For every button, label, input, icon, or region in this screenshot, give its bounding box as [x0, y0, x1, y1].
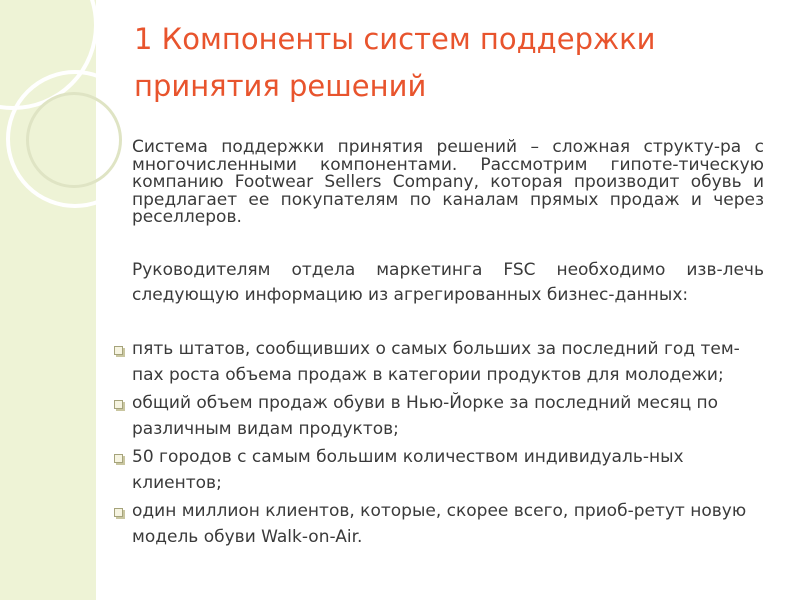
- list-item-text: 50 городов с самым большим количеством индивидуаль-ных клиентов;: [132, 447, 684, 493]
- list-item: [112, 391, 762, 442]
- list-item: [112, 499, 762, 550]
- requirements-paragraph: Руководителям отдела маркетинга FSC необходимо изв-лечь следующую информацию из агрегированных бизнес-данных:: [132, 260, 764, 305]
- square-bullet-icon: [114, 346, 123, 355]
- square-bullet-icon: [114, 454, 123, 463]
- list-item: [112, 445, 762, 496]
- square-bullet-icon: [114, 508, 123, 517]
- intro-paragraph: Система поддержки принятия решений – сложная структу-ра с многочисленными компонентами. Рассмотрим гипоте-тическую компанию Footwear Sellers Company, которая производит обувь и предлагает ее покупателям по каналам прямых продаж и через реселлеров.: [132, 137, 764, 227]
- decor-circle-inner: [26, 92, 122, 188]
- list-item-text: пять штатов, сообщивших о самых больших за последний год тем-пах роста объема продаж в категории продуктов для молодежи;: [132, 339, 740, 385]
- square-bullet-icon: [114, 400, 123, 409]
- slide-title: 1 Компоненты систем поддержки принятия решений: [134, 22, 656, 103]
- list-item-text: общий объем продаж обуви в Нью-Йорке за последний месяц по различным видам продуктов;: [132, 393, 719, 439]
- list-item-text: один миллион клиентов, которые, скорее всего, приоб-ретут новую модель обуви Walk-on-Air.: [132, 501, 747, 547]
- list-item: [112, 337, 762, 388]
- requirements-list: [112, 337, 762, 553]
